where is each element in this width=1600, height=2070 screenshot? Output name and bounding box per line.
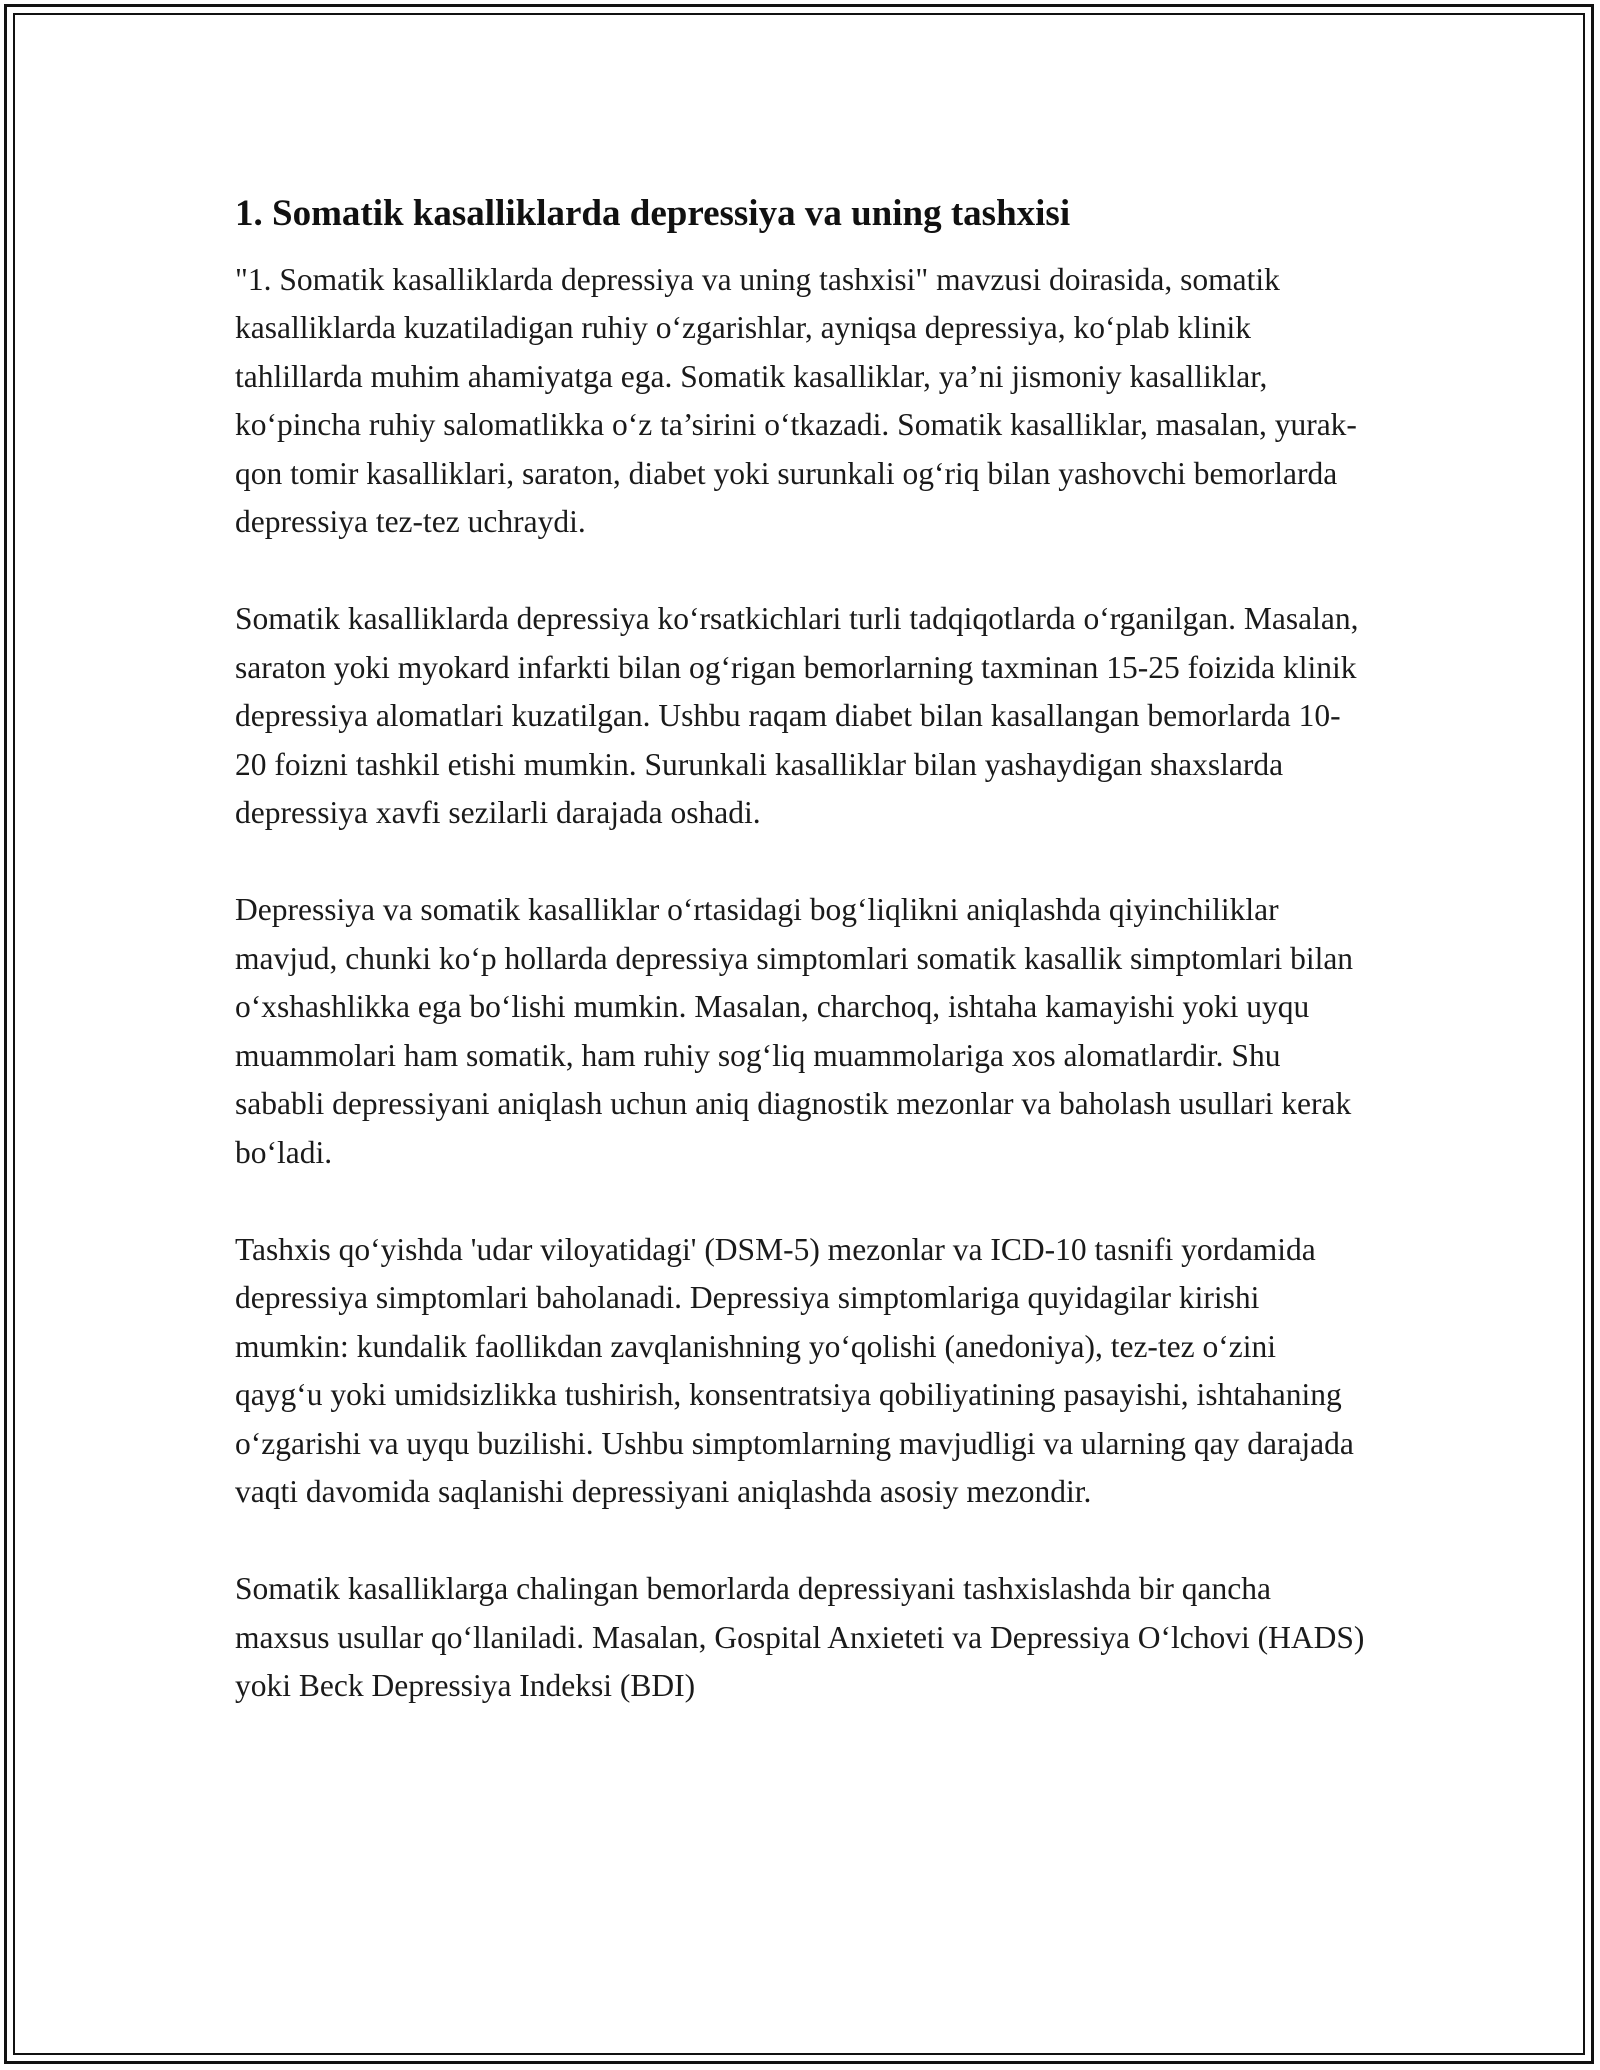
document-body: [235, 188, 1370, 1711]
paragraph-3: Depressiya va somatik kasalliklar o‘rtasidagi bog‘liqlikni aniqlashda qiyinchiliklar mavjud, chunki ko‘p hollarda depressiya simptomlari somatik kasallik simptomlari bilan o‘xshashlikka ega bo‘lishi mumkin. Masalan, charchoq, ishtaha kamayishi yoki uyqu muammolari ham somatik, ham ruhiy sog‘liq muammolariga xos alomatlardir. Shu sababli depressiyani aniqlash uchun aniq diagnostik mezonlar va baholash usullari kerak bo‘ladi.: [235, 892, 1354, 1170]
paragraph-4: Tashxis qo‘yishda 'udar viloyatidagi' (DSM-5) mezonlar va ICD-10 tasnifi yordamida depressiya simptomlari baholanadi. Depressiya simptomlariga quyidagilar kirishi mumkin: kundalik faollikdan zavqlanishning yo‘qolishi (anedoniya), tez-tez o‘zini qayg‘u yoki umidsizlikka tushirish, konsentratsiya qobiliyatining pasayishi, ishtahaning o‘zgarishi va uyqu buzilishi. Ushbu simptomlarning mavjudligi va ularning qay darajada vaqti davomida saqlanishi depressiyani aniqlashda asosiy mezondir.: [235, 1231, 1354, 1509]
paragraph-5: Somatik kasalliklarga chalingan bemorlarda depressiyani tashxislashda bir qancha maxsus usullar qo‘llaniladi. Masalan, Gospital Anxieteti va Depressiya O‘lchovi (HADS) yoki Beck Depressiya Indeksi (BDI): [235, 1571, 1365, 1704]
section-heading: 1. Somatik kasalliklarda depressiya va uning tashxisi: [235, 193, 1071, 234]
paragraph-1: "1. Somatik kasalliklarda depressiya va uning tashxisi" mavzusi doirasida, somatik kasalliklarda kuzatiladigan ruhiy o‘zgarishlar, ayniqsa depressiya, ko‘plab klinik tahlillarda muhim ahamiyatga ega. Somatik kasalliklar, ya’ni jismoniy kasalliklar, ko‘pincha ruhiy salomatlikka o‘z ta’sirini o‘tkazadi. Somatik kasalliklar, masalan, yurak-qon tomir kasalliklari, saraton, diabet yoki surunkali og‘riq bilan yashovchi bemorlarda depressiya tez-tez uchraydi.: [235, 262, 1357, 540]
paragraph-2: Somatik kasalliklarda depressiya ko‘rsatkichlari turli tadqiqotlarda o‘rganilgan. Masalan, saraton yoki myokard infarkti bilan og‘rigan bemorlarning taxminan 15-25 foizida klinik depressiya alomatlari kuzatilgan. Ushbu raqam diabet bilan kasallangan bemorlarda 10-20 foizni tashkil etishi mumkin. Surunkali kasalliklar bilan yashaydigan shaxslarda depressiya xavfi sezilarli darajada oshadi.: [235, 601, 1359, 831]
